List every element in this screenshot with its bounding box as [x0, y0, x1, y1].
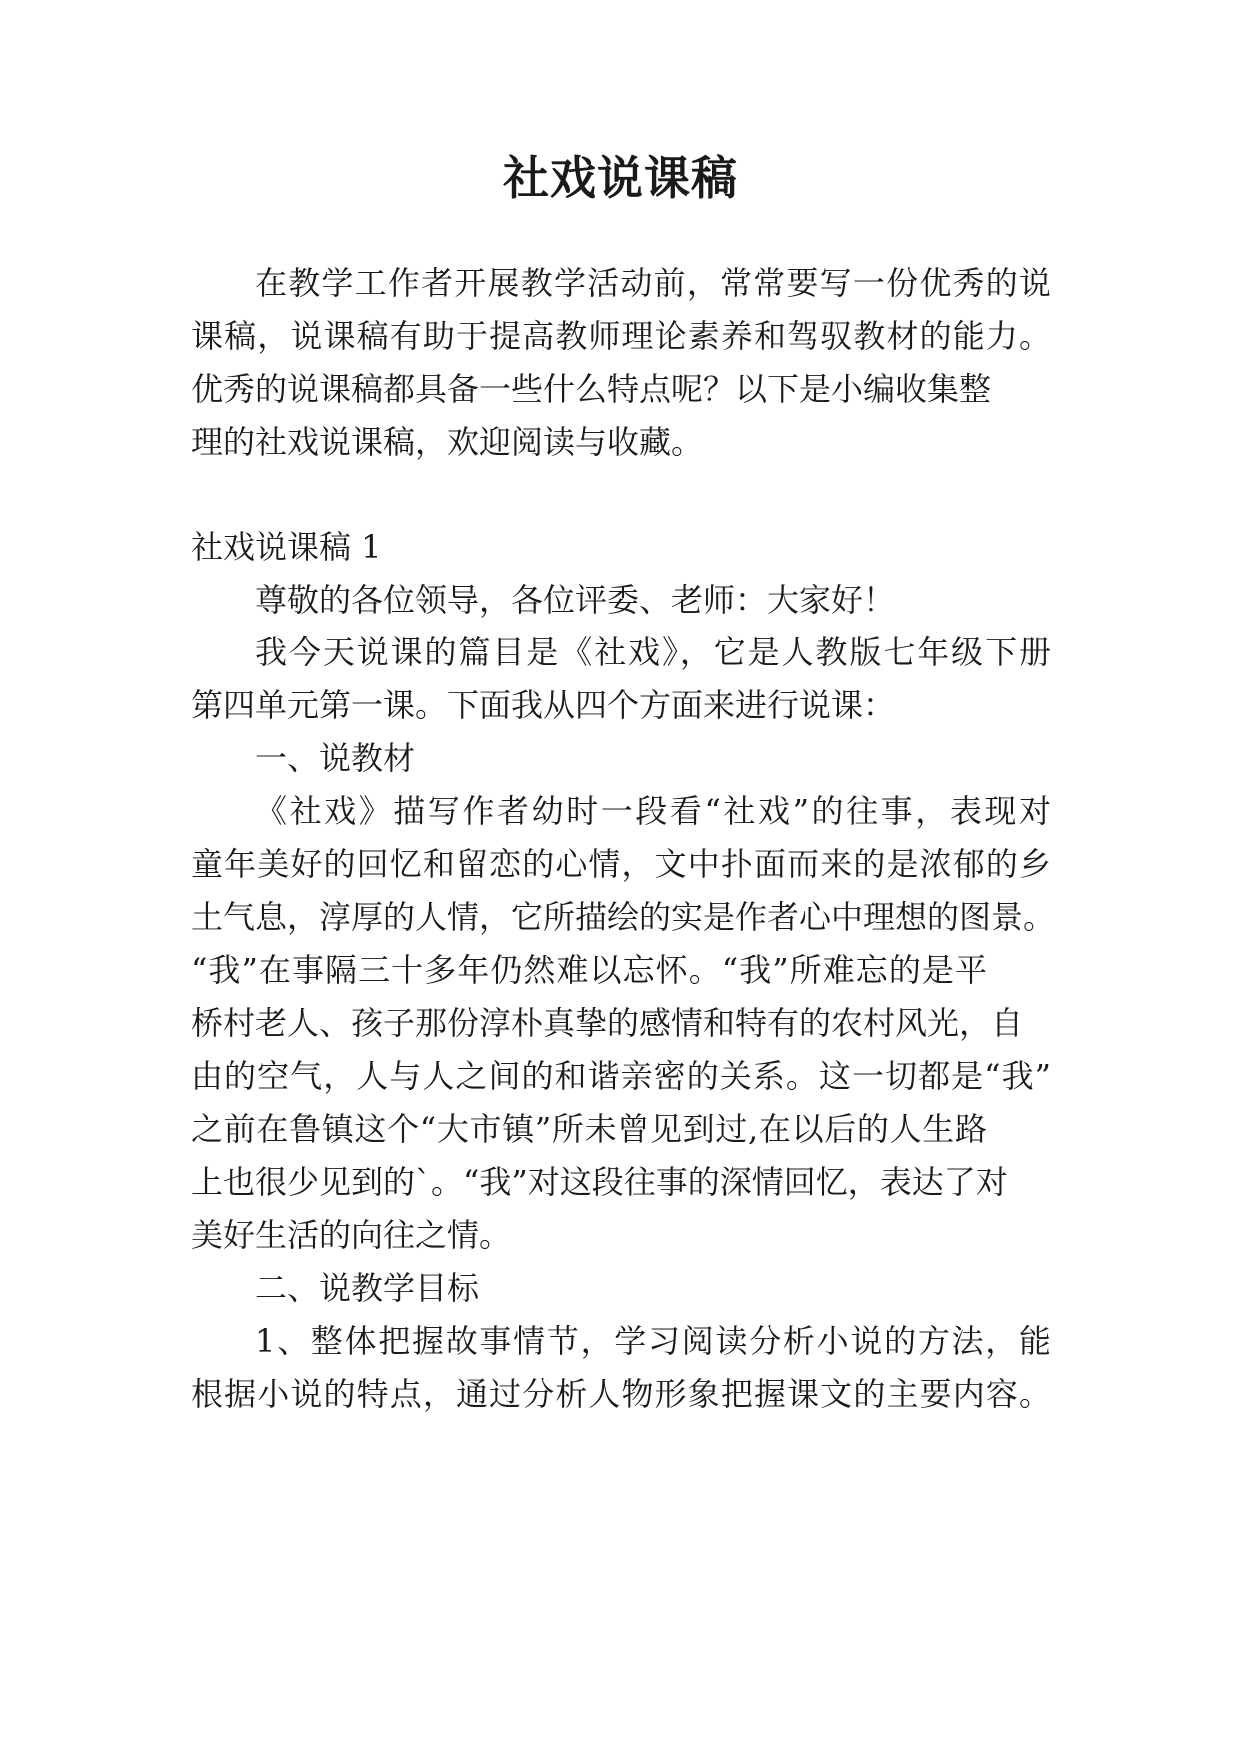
paragraph-line: 尊敬的各位领导，各位评委、老师：大家好！ — [255, 581, 896, 619]
paragraph-line: 桥村老人、孩子那份淳朴真挚的感情和特有的农村风光，自 — [191, 1004, 1024, 1042]
paragraph-line: 童年美好的回忆和留恋的心情，文中扑面而来的是浓郁的乡 — [191, 845, 1051, 883]
paragraph-line: 美好生活的向往之情。 — [191, 1216, 512, 1254]
paragraph-line: 上也很少见到的`。“我”对这段往事的深情回忆，表达了对 — [191, 1163, 1008, 1201]
paragraph-line: “我”在事隔三十多年仍然难以忘怀。“我”所难忘的是平 — [191, 951, 987, 989]
paragraph-line: 在教学工作者开展教学活动前，常常要写一份优秀的说 — [255, 264, 1051, 302]
paragraph-line: 1、整体把握故事情节，学习阅读分析小说的方法，能 — [255, 1322, 1051, 1360]
paragraph-line: 根据小说的特点，通过分析人物形象把握课文的主要内容。 — [191, 1375, 1051, 1413]
paragraph-line: 由的空气，人与人之间的和谐亲密的关系。这一切都是“我” — [191, 1057, 1051, 1095]
section-heading: 社戏说课稿 1 — [191, 528, 382, 566]
paragraph-line: 理的社戏说课稿，欢迎阅读与收藏。 — [191, 423, 704, 461]
subsection-heading: 一、说教材 — [255, 739, 416, 777]
paragraph-line: 优秀的说课稿都具备一些什么特点呢？以下是小编收集整 — [191, 370, 992, 408]
subsection-heading: 二、说教学目标 — [255, 1269, 480, 1307]
paragraph-line: 第四单元第一课。下面我从四个方面来进行说课： — [191, 686, 896, 724]
paragraph-line: 我今天说课的篇目是《社戏》，它是人教版七年级下册 — [255, 633, 1051, 671]
document-title: 社戏说课稿 — [503, 151, 738, 205]
paragraph-line: 课稿，说课稿有助于提高教师理论素养和驾驭教材的能力。 — [191, 317, 1051, 355]
paragraph-line: 之前在鲁镇这个“大市镇”所未曾见到过,在以后的人生路 — [191, 1110, 987, 1148]
paragraph-line: 《社戏》描写作者幼时一段看“社戏”的往事，表现对 — [255, 792, 1051, 830]
paragraph-line: 土气息，淳厚的人情，它所描绘的实是作者心中理想的图景。 — [191, 898, 1056, 936]
